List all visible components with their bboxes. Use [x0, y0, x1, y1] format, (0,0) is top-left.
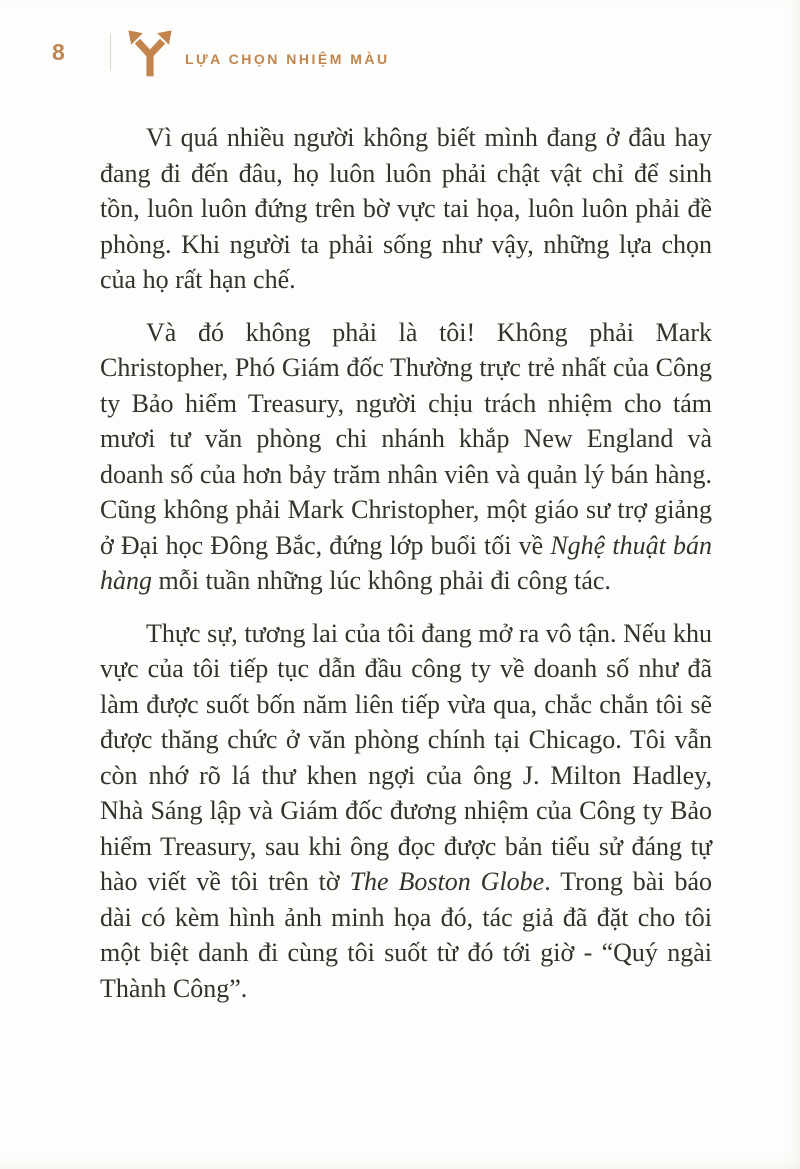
- text-segment: mỗi tuần những lúc không phải đi công tác.: [152, 566, 611, 595]
- header-divider: [110, 33, 111, 71]
- text-segment: Thực sự, tương lai của tôi đang mở ra vô tận. Nếu khu vực của tôi tiếp tục dẫn đầu công ty về doanh số như đã làm được suốt bốn năm liên tiếp vừa qua, chắc chắn tôi sẽ được thăng chức ở văn phòng chính tại Chicago. Tôi vẫn còn nhớ rõ lá thư khen ngợi của ông J. Milton Hadley, Nhà Sáng lập và Giám đốc đương nhiệm của Công ty Bảo hiểm Treasury, sau khi ông đọc được bản tiểu sử đáng tự hào viết về tôi trên tờ: [100, 618, 712, 896]
- italic-text-segment: Nghệ thuật bán hàng: [100, 530, 712, 595]
- paragraph: [100, 120, 712, 298]
- book-title: LỰA CHỌN NHIỆM MÀU: [185, 51, 390, 67]
- text-segment: Vì quá nhiều người không biết mình đang ở đâu hay đang đi đến đâu, họ luôn luôn phải chật vật chỉ để sinh tồn, luôn luôn đứng trên bờ vực tai họa, luôn luôn phải đề phòng. Khi người ta phải sống như vậy, những lựa chọn của họ rất hạn chế.: [100, 123, 712, 294]
- text-segment: Và đó không phải là tôi! Không phải Mark Christopher, Phó Giám đốc Thường trực trẻ nhất của Công ty Bảo hiểm Treasury, người chịu trách nhiệm cho tám mươi tư văn phòng chi nhánh khắp New England và doanh số của hơn bảy trăm nhân viên và quản lý bán hàng. Cũng không phải Mark Christopher, một giáo sư trợ giảng ở Đại học Đông Bắc, đứng lớp buổi tối về: [100, 317, 712, 560]
- text-segment: . Trong bài báo dài có kèm hình ảnh minh họa đó, tác giả đã đặt cho tôi một biệt danh đi cùng tôi suốt từ đó tới giờ - “Quý ngài Thành Công”.: [100, 867, 712, 1003]
- italic-text-segment: The Boston Globe: [349, 867, 545, 896]
- paragraph: [100, 616, 712, 1007]
- page-header: [0, 0, 800, 78]
- page-body: [0, 120, 800, 1006]
- paragraph: [100, 315, 712, 599]
- forked-road-arrows-icon: [123, 25, 177, 79]
- page-number: 8: [52, 38, 65, 65]
